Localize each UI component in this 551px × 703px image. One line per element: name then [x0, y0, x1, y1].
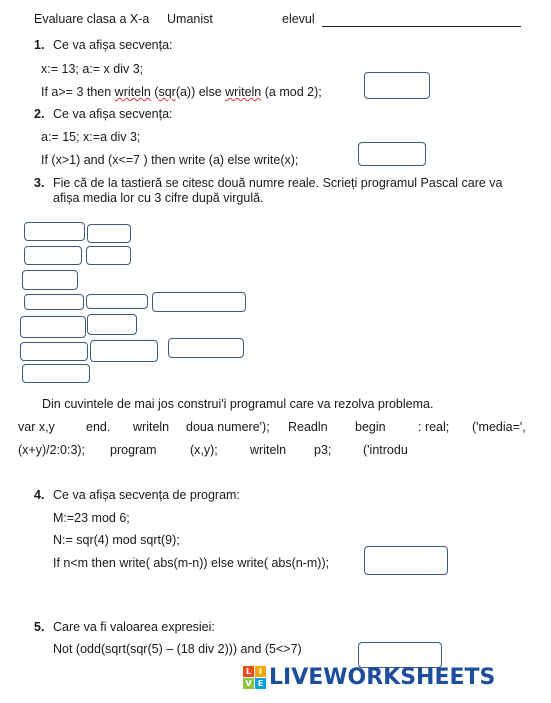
- word-bank-item: var x,y: [18, 420, 55, 434]
- q1-code-line1: x:= 13; a:= x div 3;: [41, 62, 144, 76]
- q3-program-slot-2[interactable]: [87, 224, 131, 243]
- q3-program-slot-11[interactable]: [20, 342, 88, 361]
- logo-letter: E: [255, 678, 266, 689]
- student-label: elevul: [282, 12, 315, 26]
- live-logo-icon: [243, 666, 266, 689]
- student-name-line: [322, 13, 521, 27]
- q3-instruction: Din cuvintele de mai jos construi'i programul care va rezolva problema.: [42, 397, 434, 411]
- word-bank-item: end.: [86, 420, 111, 434]
- q5-number: 5.: [34, 620, 45, 634]
- word-bank-item: : real;: [418, 420, 450, 434]
- word-bank-item: p3;: [314, 443, 332, 457]
- q3-number: 3.: [34, 176, 45, 190]
- word-bank-item: doua numere');: [186, 420, 270, 434]
- brand-wordmark: LIVEWORKSHEETS: [269, 665, 496, 690]
- q3-program-slot-13[interactable]: [168, 338, 244, 358]
- word-bank-item: ('media=',: [472, 420, 526, 434]
- q3-program-slot-8[interactable]: [152, 292, 246, 312]
- q5-expression: Not (odd(sqrt(sqr(5) – (18 div 2))) and (5<>7): [53, 642, 302, 656]
- q5-prompt: Care va fi valoarea expresiei:: [53, 620, 215, 634]
- q2-answer-box[interactable]: [358, 142, 426, 166]
- q3-prompt-line2: afișa media lor cu 3 cifre după virgulă.: [53, 191, 264, 205]
- profile-label: Umanist: [167, 12, 213, 26]
- q4-number: 4.: [34, 488, 45, 502]
- q4-code-line2: N:= sqr(4) mod sqrt(9);: [53, 533, 180, 547]
- q3-program-slot-10[interactable]: [87, 314, 137, 335]
- q4-answer-box[interactable]: [364, 546, 448, 575]
- q4-prompt: Ce va afișa secvența de program:: [53, 488, 240, 502]
- q4-code-line3: If n<m then write( abs(m-n)) else write( abs(n-m));: [53, 556, 330, 570]
- word-bank-item: writeln: [133, 420, 170, 434]
- q3-program-slot-1[interactable]: [24, 222, 85, 241]
- liveworksheets-logo: [243, 665, 495, 690]
- q3-program-slot-4[interactable]: [86, 246, 131, 265]
- q2-code-line2: If (x>1) and (x<=7 ) then write (a) else write(x);: [41, 153, 299, 167]
- q3-program-slot-7[interactable]: [86, 294, 148, 309]
- q1-answer-box[interactable]: [364, 72, 430, 99]
- worksheet-title: Evaluare clasa a X-a: [34, 12, 150, 26]
- word-bank-item: ('introdu: [363, 443, 408, 457]
- q3-program-slot-6[interactable]: [24, 294, 84, 310]
- q2-prompt: Ce va afișa secvența:: [53, 107, 173, 121]
- logo-letter: I: [255, 666, 266, 677]
- word-bank-item: (x,y);: [190, 443, 218, 457]
- q3-prompt-line1: Fie că de la tastieră se citesc două numre reale. Scrieți programul Pascal care va: [53, 176, 503, 190]
- q4-code-line1: M:=23 mod 6;: [53, 511, 130, 525]
- q1-number: 1.: [34, 38, 45, 52]
- q1-code-line2: If a>= 3 then writeln (sqr(a)) else writeln (a mod 2);: [41, 85, 322, 99]
- word-bank-item: Readln: [288, 420, 328, 434]
- q3-program-slot-14[interactable]: [22, 364, 90, 383]
- word-bank-item: begin: [355, 420, 386, 434]
- word-bank-item: program: [110, 443, 157, 457]
- logo-letter: V: [243, 678, 254, 689]
- q2-code-line1: a:= 15; x:=a div 3;: [41, 130, 141, 144]
- q3-program-slot-9[interactable]: [20, 316, 86, 338]
- q3-program-slot-12[interactable]: [90, 340, 158, 362]
- word-bank-item: writeln: [250, 443, 287, 457]
- word-bank-item: (x+y)/2:0:3);: [18, 443, 86, 457]
- q1-prompt: Ce va afișa secvența:: [53, 38, 173, 52]
- logo-letter: L: [243, 666, 254, 677]
- q3-program-slot-3[interactable]: [24, 246, 82, 265]
- q2-number: 2.: [34, 107, 45, 121]
- q3-program-slot-5[interactable]: [22, 270, 78, 290]
